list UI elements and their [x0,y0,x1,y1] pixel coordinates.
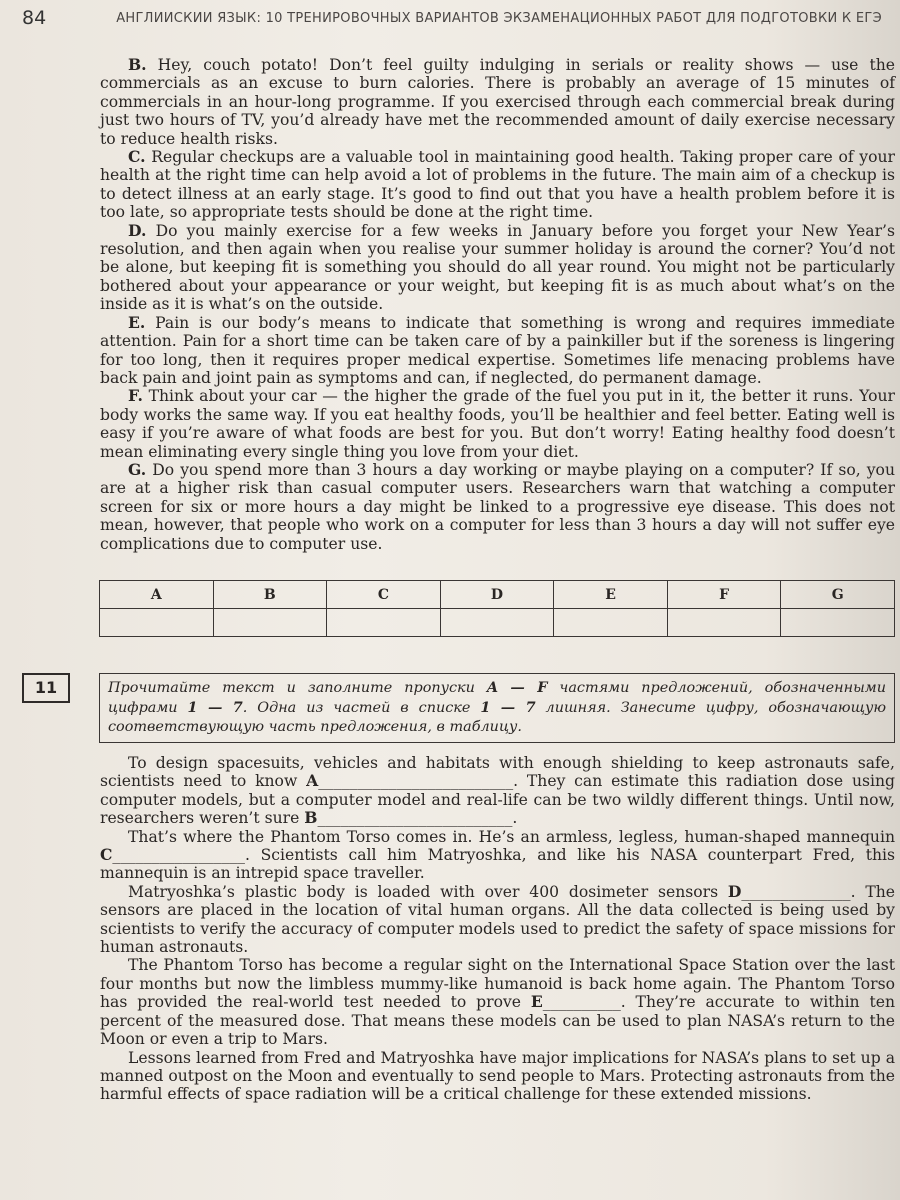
task-instruction [99,673,895,743]
paragraph-letter: F. [128,386,143,406]
instruction-text: частями предложений, обозначенными цифрами [108,680,886,716]
text-paragraph [100,56,895,148]
text-paragraph [100,1049,895,1104]
text-run: That’s where the Phantom Torso comes in. He’s an armless, legless, human-shaped mannequin [128,827,895,846]
task11-text [100,754,895,1104]
answer-table-header-row [100,581,895,609]
paragraph-letter: E. [128,312,146,332]
answer-input-cell[interactable] [100,609,214,637]
answer-header-cell: B [213,581,327,609]
page-header [22,4,892,32]
instruction-range: A — F [486,679,548,696]
gap-letter: A [306,771,319,791]
instruction-range: 1 — 7 [187,699,243,716]
gap-letter: B [304,808,318,828]
answer-header-cell: G [781,581,895,609]
answer-header-cell: C [327,581,441,609]
gap-letter: E [530,992,543,1012]
text-run: ______________. The sensors are placed in the location of vital human organs. All the data collected is being used by scientists to verify the accuracy of computer models used to predict the safety of space missions for human astronauts. [100,882,895,957]
paragraph-text: Think about your car — the higher the grade of the fuel you put in it, the better it runs. Your body works the same way. If you eat healthy foods, you’ll be healthier and feel better. Eating well is easy if you’re aware of what foods are best for you. But don’t worry! Eating healthy food doesn’t mean eliminating every single thing you love from your diet. [100,387,895,461]
answer-table [99,580,895,637]
paragraph-text: Regular checkups are a valuable tool in maintaining good health. Taking proper care of your health at the right time can help avoid a lot of problems in the future. The main aim of a checkup is to detect illness at an early stage. It’s good to find out that you have a health problem before it is too late, so appropriate tests should be done at the right time. [100,148,895,222]
answer-header-cell: F [667,581,781,609]
text-paragraph [100,754,895,828]
paragraph-letter: D. [128,220,147,240]
instruction-text: . Одна из частей в списке [242,700,481,716]
text-paragraph [100,222,895,314]
text-paragraph [100,314,895,388]
paragraph-letter: B. [128,55,147,74]
text-run: _________________________. They can estimate this radiation dose using computer models, but a computer model and real-life can be two wildly different things. Until now, researchers weren’t sure [100,772,895,828]
answer-header-cell: D [440,581,554,609]
text-run: __________. They’re accurate to within ten percent of the measured dose. That means these models can be used to plan NASA’s return to the Moon or even a trip to Mars. [100,993,895,1049]
answer-input-cell[interactable] [213,609,327,637]
answer-input-cell[interactable] [667,609,781,637]
task-number-box: 11 [22,673,70,703]
text-run: To design spacesuits, vehicles and habitats with enough shielding to keep astronauts safe, scientists need to know [100,754,895,791]
text-paragraph [100,956,895,1048]
text-paragraph [100,148,895,222]
answer-table-input-row [100,609,895,637]
paragraph-text: Do you spend more than 3 hours a day working or maybe playing on a computer? If so, you are at a higher risk than casual computer users. Researchers warn that watching a computer screen for six or more hours a day might be linked to a progressive eye disease. This does not mean, however, that people who work on a computer for less than 3 hours a day will not suffer eye complications due to computer use. [100,460,895,553]
text-paragraph [100,828,895,883]
instruction-text: лишняя. Занесите цифру, обозначающую соответствующую часть предложения, в таблицу. [108,700,887,735]
text-paragraph [100,387,895,461]
text-paragraph [100,883,895,957]
answer-input-cell[interactable] [781,609,895,637]
text-run: The Phantom Torso has become a regular sight on the International Space Station over the last four months but now the limbless mummy-like humanoid is back home again. The Phantom Torso has provided the real-world test needed to prove [100,956,895,1012]
instruction-range: 1 — 7 [480,699,536,716]
text-run: Matryoshka’s plastic body is loaded with over 400 dosimeter sensors [128,882,728,901]
paragraph-letter: C. [128,147,146,167]
paragraph-text: Hey, couch potato! Don’t feel guilty indulging in serials or reality shows — use the commercials as an excuse to burn calories. There is probably an average of 15 minutes of commercials in an hour-long programme. If you exercised through each commercial break during just two hours of TV, you’d already have met the recommended amount of daily exercise necessary to reduce health risks. [100,56,895,148]
instruction-text: Прочитайте текст и заполните пропуски [108,680,487,696]
text-run: Lessons learned from Fred and Matryoshka have major implications for NASA’s plans to set up a manned outpost on the Moon and eventually to send people to Mars. Protecting astronauts from the harmful effects of space radiation will be a critical challenge for these extended missions. [100,1048,895,1104]
answer-header-cell: A [100,581,214,609]
text-run: _________________________. [317,809,518,828]
running-title: АНГЛИЙСКИЙ ЯЗЫК: 10 ТРЕНИРОВОЧНЫХ ВАРИАНТОВ ЭКЗАМЕНАЦИОННЫХ РАБОТ ДЛЯ ПОДГОТОВКИ К ЕГЭ [116,10,883,26]
answer-input-cell[interactable] [554,609,668,637]
text-run: _________________. Scientists call him Matryoshka, and like his NASA counterpart Fred, this mannequin is an intrepid space traveller. [100,846,895,883]
text-paragraph [100,461,895,553]
paragraph-text: Do you mainly exercise for a few weeks in January before you forget your New Year’s resolution, and then again when you realise your summer holiday is around the corner? You’d not be alone, but keeping fit is something you should do all year round. You might not be particularly bothered about your appearance or your weight, but keeping fit is as much about what’s on the inside as it is what’s on the outside. [100,221,895,314]
answer-input-cell[interactable] [440,609,554,637]
page-number: 84 [22,7,47,29]
paragraph-letter: G. [128,459,147,479]
answer-header-cell: E [554,581,668,609]
paragraph-text: Pain is our body’s means to indicate that something is wrong and requires immediate attention. Pain for a short time can be taken care of by a painkiller but if the soreness is lingering for too long, then it requires proper medical expertise. Sometimes life menacing problems have back pain and joint pain as symptoms and can, if neglected, do permanent damage. [100,313,895,387]
gap-letter: C [100,845,113,865]
gap-letter: D [727,881,742,901]
answer-input-cell[interactable] [327,609,441,637]
task10-texts [100,56,895,553]
